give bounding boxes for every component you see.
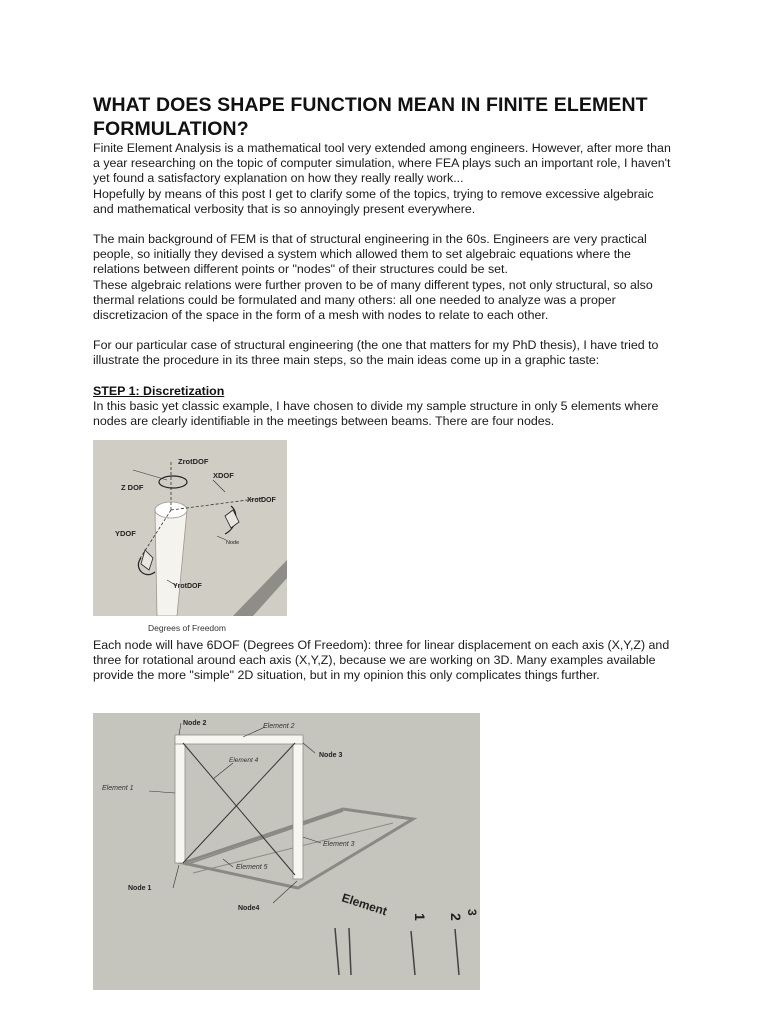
- background-paragraph-2: These algebraic relations were further proven to be of many different types, not only structural, so also thermal relations could be formulated and many others: all one needed to analyze was a proper discretizacion of the space in the form of a mesh with nodes to relate to each other.: [93, 277, 653, 323]
- x-label: XDOF: [213, 471, 234, 480]
- node1-label: Node 1: [128, 885, 152, 892]
- dof-figure: [93, 440, 287, 616]
- shadow-text-2: 2: [448, 913, 464, 921]
- background-paragraph-1: The main background of FEM is that of structural engineering in the 60s. Engineers are very practical people, so initially they devised a system which allowed them to set algebraic equations where the relations between different points or "nodes" of their structures could be set.: [93, 232, 647, 277]
- xrot-label: XrotDOF: [247, 497, 276, 504]
- intro-paragraph-2: Hopefully by means of this post I get to clarify some of the topics, trying to remove excessive algebraic and mathematical verbosity that is so annoyingly present everywhere.: [93, 186, 654, 216]
- figure1-caption: Degrees of Freedom: [148, 623, 226, 633]
- node3-label: Node 3: [319, 752, 343, 759]
- element3-label: Element 3: [323, 841, 355, 848]
- element2-label: Element 2: [263, 723, 295, 730]
- article: [93, 93, 673, 921]
- node2-label: Node 2: [183, 720, 207, 727]
- step1-heading: STEP 1: Discretization: [93, 383, 225, 398]
- z-label: Z DOF: [121, 483, 144, 492]
- intro-paragraph-1: Finite Element Analysis is a mathematical tool very extended among engineers. However, after more than a year researching on the topic of computer simulation, where FEA plays such an important role, I haven't yet found a satisfactory explanation on how they really really work...: [93, 141, 671, 186]
- shadow-text-3: 3: [465, 909, 479, 916]
- y-label: YDOF: [115, 529, 136, 538]
- structure-figure: [93, 713, 480, 990]
- node4-label: Node4: [238, 905, 260, 912]
- element1-label: Element 1: [102, 785, 134, 792]
- step1-paragraph: In this basic yet classic example, I have chosen to divide my sample structure in only 5 elements where nodes are clearly identifiable in the meetings between beams. There are four nodes.: [93, 398, 659, 429]
- yrot-label: YrotDOF: [173, 583, 202, 590]
- element4-label: Element 4: [229, 757, 259, 764]
- zrot-label: ZrotDOF: [178, 457, 209, 466]
- shadow-text-1: 1: [412, 913, 428, 921]
- element5-label: Element 5: [236, 864, 268, 871]
- article-title: WHAT DOES SHAPE FUNCTION MEAN IN FINITE ELEMENT FORMULATION?: [93, 94, 648, 140]
- dof-paragraph: Each node will have 6DOF (Degrees Of Freedom): three for linear displacement on each axis (X,Y,Z) and three for rotational around each axis (X,Y,Z), because we are working on 3D. Many examples available provide the more "simple" 2D situation, but in my opinion this only complicates things further.: [93, 638, 670, 683]
- shadow-text-element: Element: [340, 890, 389, 919]
- case-paragraph: For our particular case of structural engineering (the one that matters for my PhD thesis), I have tried to illustrate the procedure in its three main steps, so the main ideas come up in a graphic taste:: [93, 338, 659, 368]
- node-label: Node: [226, 540, 240, 546]
